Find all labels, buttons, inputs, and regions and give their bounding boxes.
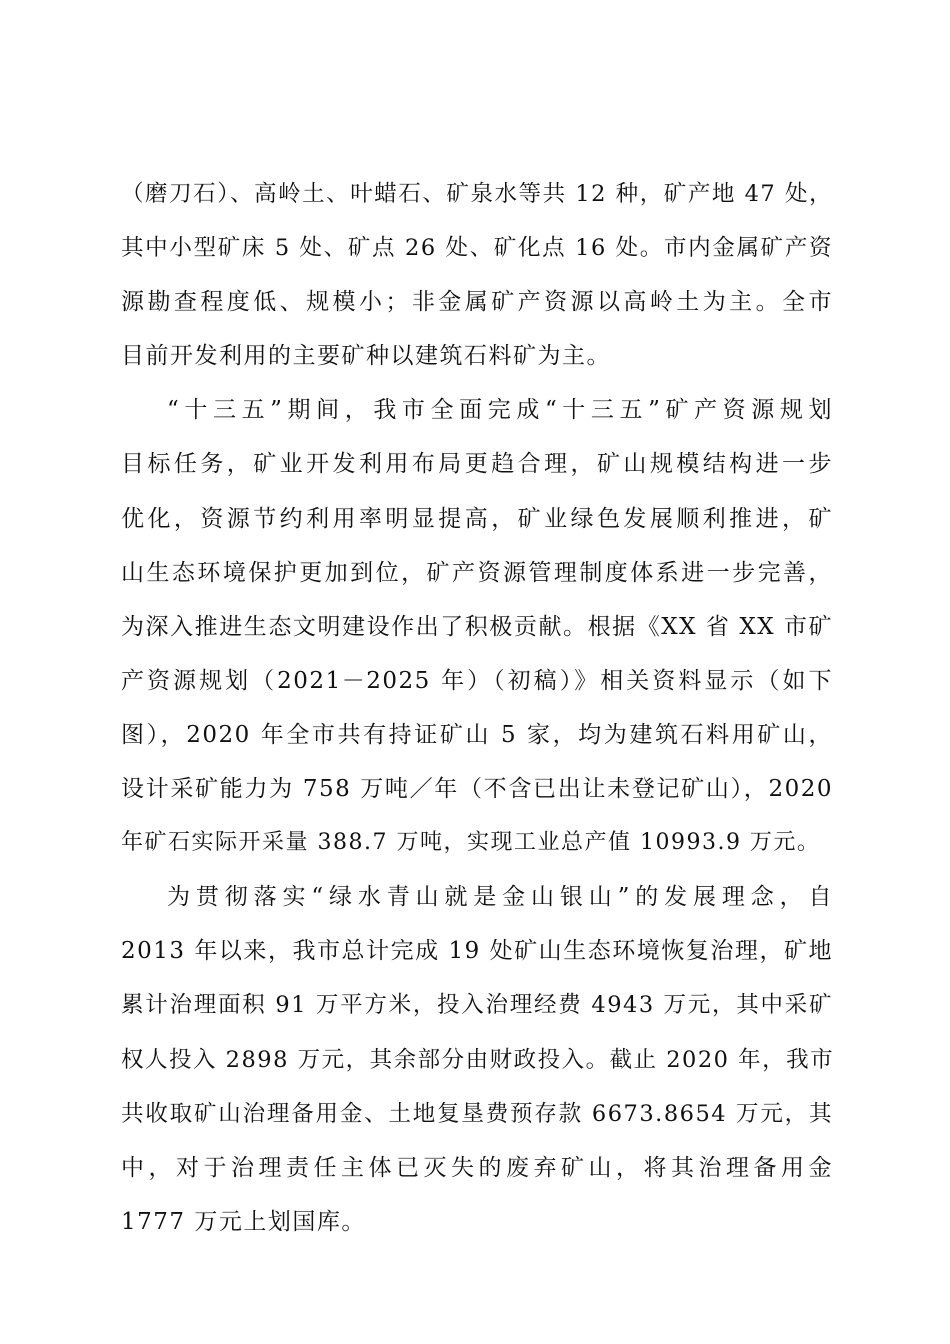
paragraph-1-line-2: 其中小型矿床 5 处、矿点 26 处、矿化点 16 处。市内金属矿产资: [121, 235, 833, 262]
paragraph-2-line-2: 目标任务，矿业开发利用布局更趋合理，矿山规模结构进一步: [121, 451, 833, 478]
paragraph-3-line-4: 权人投入 2898 万元，其余部分由财政投入。截止 2020 年，我市: [121, 1046, 835, 1073]
paragraph-3-line-3: 累计治理面积 91 万平方米，投入治理经费 4943 万元，其中采矿: [121, 992, 833, 1019]
paragraph-3-line-7: 1777 万元上划国库。: [121, 1208, 366, 1235]
paragraph-3-line-2: 2013 年以来，我市总计完成 19 处矿山生态环境恢复治理，矿地: [121, 938, 833, 965]
paragraph-2-line-7: 图），2020 年全市共有持证矿山 5 家，均为建筑石料用矿山，: [121, 721, 833, 748]
paragraph-3-line-5: 共收取矿山治理备用金、土地复垦费预存款 6673.8654 万元，其: [121, 1100, 833, 1127]
paragraph-2-line-8: 设计采矿能力为 758 万吨／年（不含已出让未登记矿山），2020: [121, 776, 833, 803]
paragraph-1-line-4: 目前开发利用的主要矿种以建筑石料矿为主。: [121, 343, 611, 370]
paragraph-2-line-5: 为深入推进生态文明建设作出了积极贡献。根据《XX 省 XX 市矿: [121, 613, 833, 640]
paragraph-2-line-6: 产资源规划（2021－2025 年）（初稿）》相关资料显示（如下: [121, 667, 833, 694]
paragraph-2-line-3: 优化，资源节约利用率明显提高，矿业绿色发展顺利推进，矿: [121, 505, 833, 532]
paragraph-2-line-1: “十三五”期间，我市全面完成“十三五”矿产资源规划: [167, 397, 833, 424]
paragraph-3-line-1: 为贯彻落实“绿水青山就是金山银山”的发展理念，自: [167, 884, 833, 911]
paragraph-2-line-4: 山生态环境保护更加到位，矿产资源管理制度体系进一步完善，: [121, 559, 833, 586]
paragraph-3-line-6: 中，对于治理责任主体已灭失的废弃矿山，将其治理备用金: [121, 1154, 833, 1181]
paragraph-1-line-1: （磨刀石）、高岭土、叶蜡石、矿泉水等共 12 种，矿产地 47 处，: [121, 181, 833, 207]
paragraph-2-line-9: 年矿石实际开采量 388.7 万吨，实现工业总产值 10993.9 万元。: [121, 830, 821, 856]
body-text: [121, 167, 833, 1249]
paragraph-1-line-3: 源勘查程度低、规模小；非金属矿产资源以高岭土为主。全市: [121, 289, 833, 316]
